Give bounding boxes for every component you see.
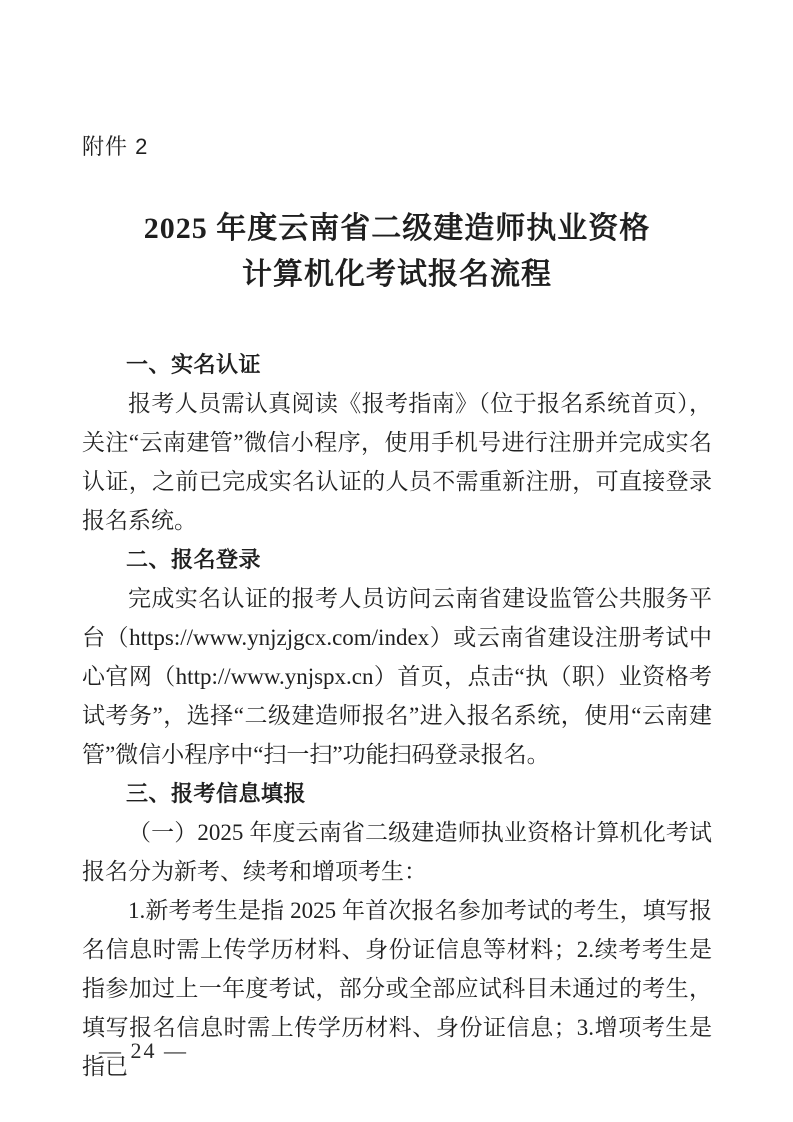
page-number: — 24 — [99, 1038, 188, 1063]
document-title-line-2: 计算机化考试报名流程 [242, 258, 552, 291]
section-heading-registration-login: 二、报名登录 [126, 547, 262, 572]
section-paragraph: 完成实名认证的报考人员访问云南省建设监管公共服务平台（https://www.ynjzjgcx.com/index）或云南省建设注册考试中心官网（http://www.ynjspx.cn）首页，点击“执（职）业资格考试考务”，选择“二级建造师报名”进入报名系统，使用“云南建管”微信小程序中“扫一扫”功能扫码登录报名。 [82, 586, 712, 767]
section-paragraph: 报考人员需认真阅读《报考指南》（位于报名系统首页），关注“云南建管”微信小程序，使用手机号进行注册并完成实名认证，之前已完成实名认证的人员不需重新注册，可直接登录报名系统。 [82, 391, 712, 533]
document-title [82, 206, 712, 298]
section-heading-real-name-verification: 一、实名认证 [126, 352, 262, 377]
section-paragraph: （一）2025 年度云南省二级建造师执业资格计算机化考试报名分为新考、续考和增项考生： [82, 820, 712, 884]
section-paragraph: 1.新考考生是指 2025 年首次报名参加考试的考生，填写报名信息时需上传学历材料、身份证信息等材料；2.续考考生是指参加过上一年度考试，部分或全部应试科目未通过的考生，填写报名信息时需上传学历材料、身份证信息；3.增项考生是指已 [82, 898, 712, 1079]
document-body [82, 345, 712, 1086]
section-heading-application-info: 三、报考信息填报 [126, 781, 307, 806]
document-title-line-1: 2025 年度云南省二级建造师执业资格 [143, 212, 651, 245]
attachment-label: 附件 2 [82, 134, 149, 159]
